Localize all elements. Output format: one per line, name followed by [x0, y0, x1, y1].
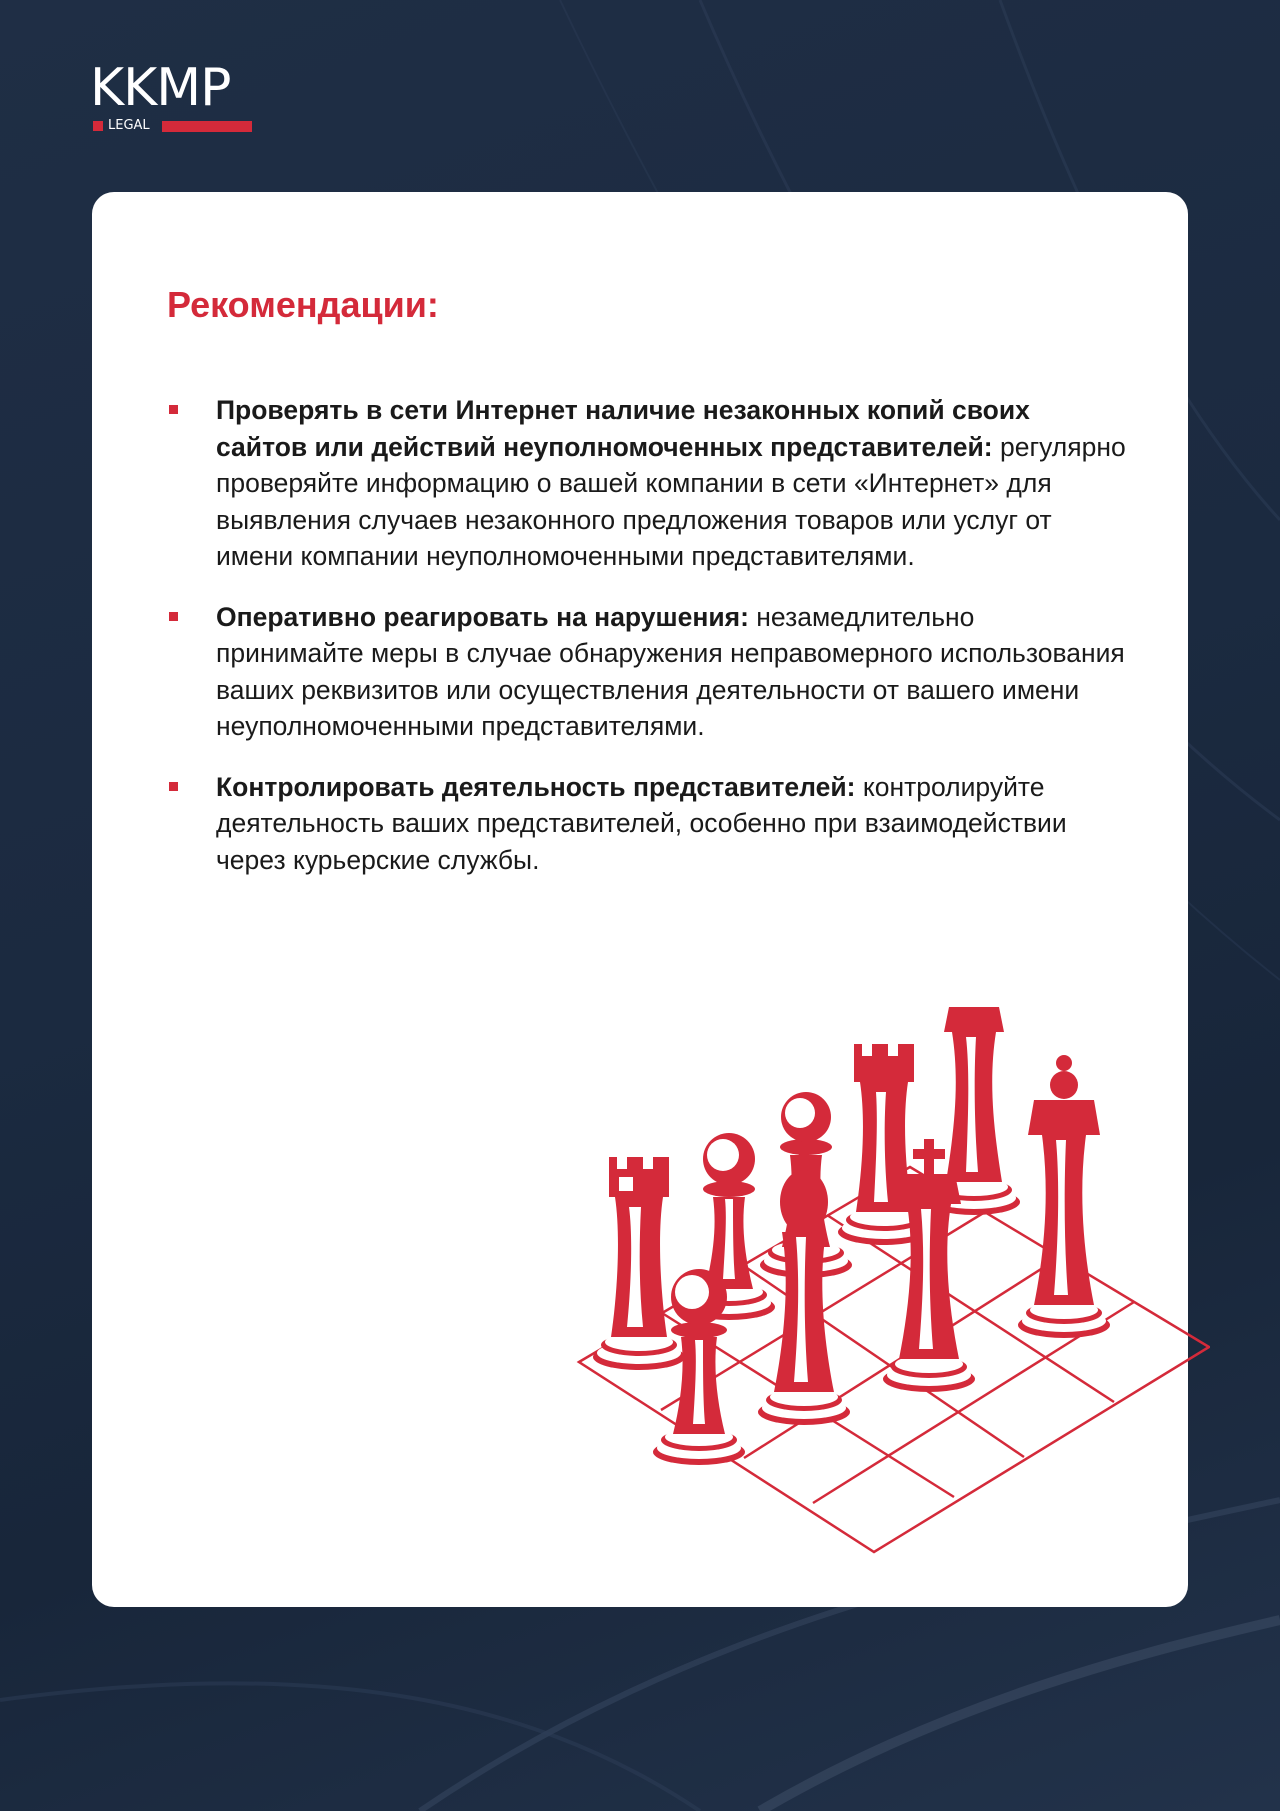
kkmp-legal-logo: [90, 58, 260, 134]
recommendation-lead: Проверять в сети Интернет наличие незаконных копий своих сайтов или действий неуполномоченных представителей:: [216, 395, 1030, 462]
recommendation-text: незамедлительно принимайте меры в случае обнаружения неправомерного использования ваших реквизитов или осуществления деятельности от вашего имени неуполномоченными представителями.: [216, 601, 1125, 741]
list-item: [167, 392, 1127, 575]
bishop-piece-icon: [758, 1153, 850, 1425]
list-item: [167, 599, 1127, 745]
logo-legal-label: LEGAL: [108, 118, 150, 133]
logo-legal-bar: [90, 118, 260, 134]
recommendation-lead: Оперативно реагировать на нарушения:: [216, 601, 757, 632]
page-heading: Рекомендации:: [167, 284, 439, 325]
logo-red-square: [93, 121, 103, 131]
content-card: [92, 192, 1188, 1607]
bullet-square-icon: [169, 612, 178, 621]
recommendation-text: контролируйте деятельность ваших представителей, особенно при взаимодействии через курьерские службы.: [216, 771, 1067, 875]
recommendations-list: [167, 392, 1127, 902]
rook-piece-icon: [593, 1157, 685, 1370]
recommendation-text: регулярно проверяйте информацию о вашей компании в сети «Интернет» для выявления случаев незаконного предложения товаров или услуг от имени компании неуполномоченными представителями.: [216, 431, 1126, 571]
recommendation-lead: Контролировать деятельность представителей:: [216, 771, 863, 802]
bullet-square-icon: [169, 782, 178, 791]
list-item: [167, 769, 1127, 879]
bullet-square-icon: [169, 405, 178, 414]
logo-red-line: [162, 121, 252, 132]
logo-wordmark: KKMP: [90, 58, 231, 118]
queen-piece-icon: [1018, 1055, 1110, 1338]
chess-pieces-illustration: [554, 1007, 1210, 1607]
